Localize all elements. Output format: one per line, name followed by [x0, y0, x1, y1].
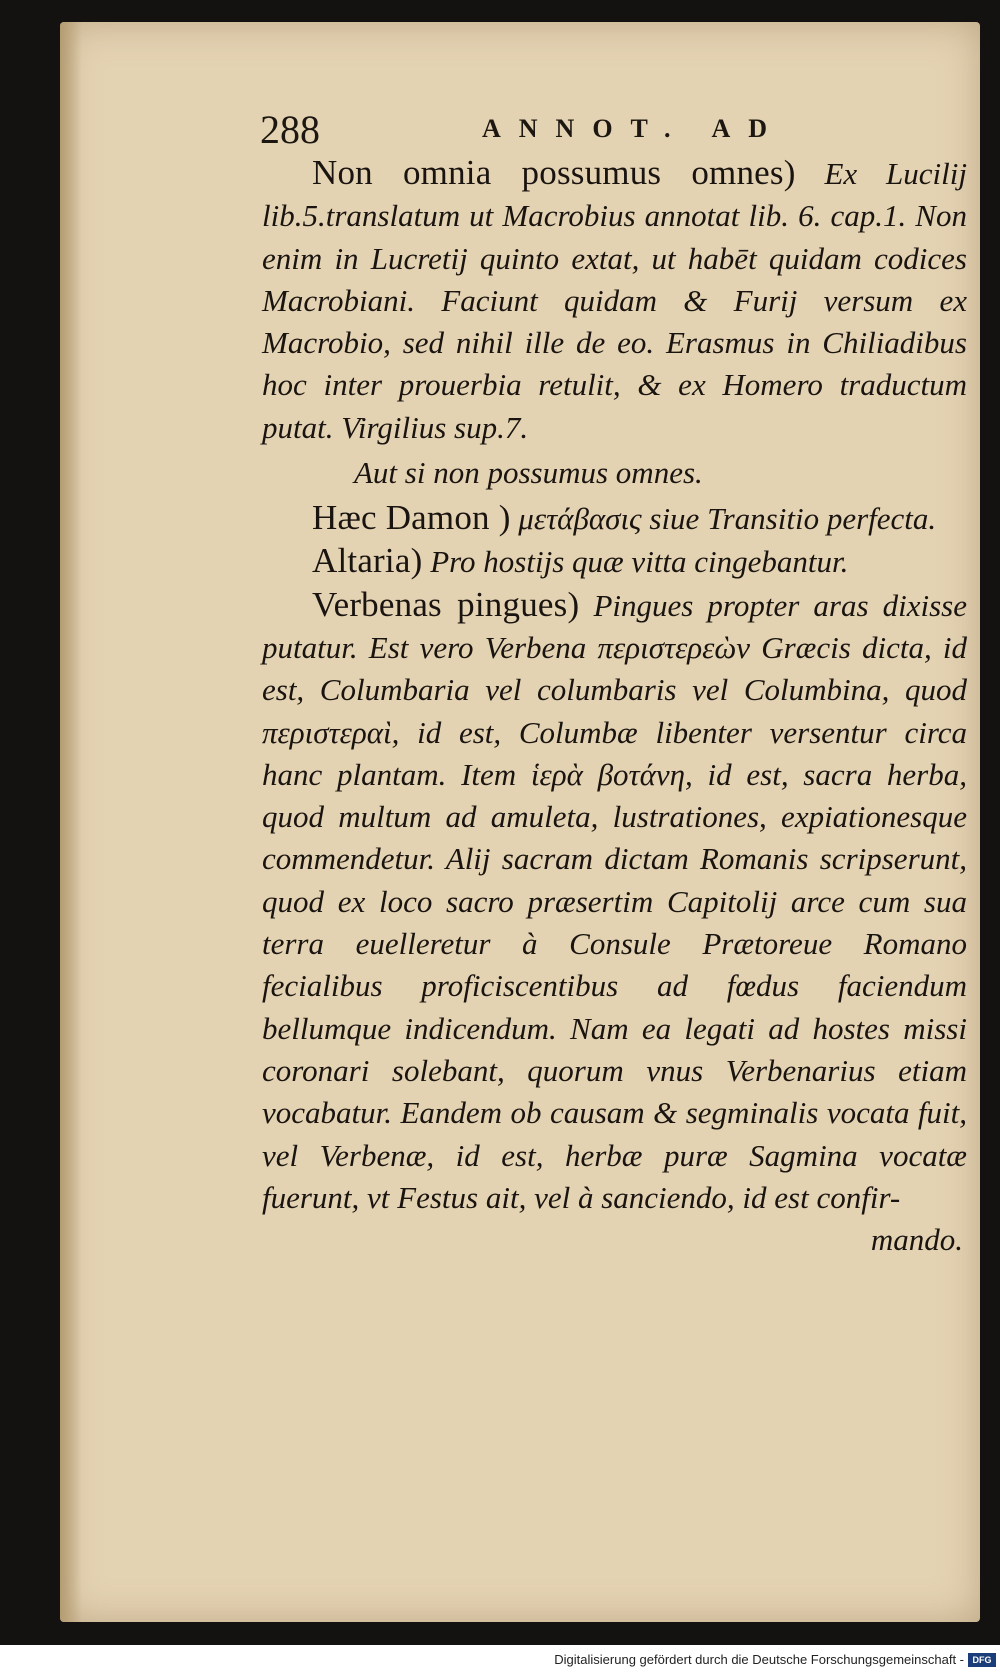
digitization-footer [0, 1645, 1000, 1673]
annotation-text [262, 152, 967, 1261]
verse-quote: Aut si non possumus omnes. [354, 455, 703, 491]
annotation-paragraph [262, 497, 967, 540]
dfg-logo: DFG [968, 1653, 996, 1667]
page-header [200, 90, 900, 150]
commentary: Ex Lucilij lib.5.translatum ut Macrobius annotat lib. 6. cap.1. Non enim in Lucretij quinto extat, ut habēt quidam codices Macrobiani. Faciunt quidam & Furij versum ex Macrobio, sed nihil ille de eo. Erasmus in Chiliadibus hoc inter prouerbia retulit, & ex Homero traductum putat. Virgilius sup.7. [262, 156, 967, 445]
commentary: Pingues propter aras dixisse putatur. Est vero Verbena περιστερεὼν Græcis dicta, id est, Columbaria vel columbaris vel Columbina, quod περιστεραὶ, id est, Columbæ libenter versentur circa hanc plantam. Item ἱερὰ βοτάνη, id est, sacra herba, quod multum ad amuleta, lustrationes, expiationesque commendetur. Alij sacram dictam Romanis scripserunt, quod ex loco sacro præsertim Capitolij arce cum sua terra euelleretur à Consule Prætoreue Romano fecialibus proficiscentibus ad fœdus faciendum bellumque indicendum. Nam ea legati ad hostes missi coronari solebant, quorum vnus Verbenarius etiam vocabatur. Eandem ob causam & segminalis vocata fuit, vel Verbenæ, id est, herbæ puræ Sagmina vocatæ fuerunt, vt Festus ait, vel à sanciendo, id est confir- [262, 587, 967, 1215]
page-number: 288 [260, 107, 320, 152]
lemma: Hæc Damon ) [312, 498, 511, 538]
final-word: mando. [870, 1222, 963, 1258]
annotation-paragraph [262, 152, 967, 449]
page-gutter-shadow [60, 22, 82, 1622]
funding-credit: Digitalisierung gefördert durch die Deutsche Forschungsgemeinschaft - [554, 1652, 964, 1667]
lemma: Verbenas pingues) [312, 584, 580, 624]
lemma: Altaria) [312, 541, 423, 581]
commentary: Pro hostijs quæ vitta cingebantur. [422, 544, 849, 580]
annotation-paragraph [262, 584, 967, 1262]
commentary: μετάβασις siue Transitio perfecta. [510, 501, 937, 537]
running-title: ANNOT. AD [482, 114, 786, 143]
annotation-paragraph [262, 540, 967, 583]
lemma: Non omnia possumus omnes) [312, 153, 796, 192]
